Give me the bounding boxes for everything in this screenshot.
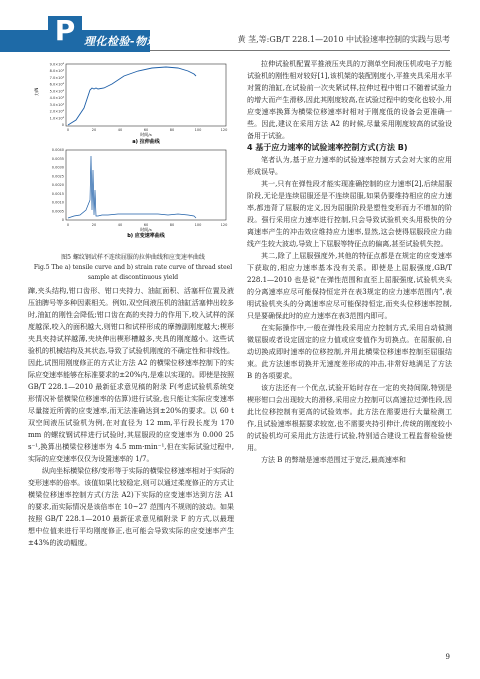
b-xtick-2: 40 bbox=[117, 223, 123, 227]
section-4-title: 4 基于应力速率的试验速率控制方式(方法 B) bbox=[247, 143, 408, 152]
a-ytick-1: 1.0×10⁴ bbox=[49, 116, 64, 121]
panel-a-ylabel: 力/N bbox=[34, 87, 39, 96]
figure-caption-en: Fig.5 The a) tensile curve and b) strain rate curve of thread steel sample at discontinuous yield bbox=[33, 264, 233, 281]
tensile-curve bbox=[68, 67, 196, 125]
b-xtick-3: 60 bbox=[143, 223, 149, 227]
b-ytick-4: 0.0020 bbox=[51, 183, 64, 187]
panel-b-label: b) 应变速率曲线 bbox=[127, 233, 165, 239]
panel-a-yticks bbox=[50, 62, 65, 127]
a-xtick-3: 60 bbox=[143, 128, 149, 132]
strain-rate-curve bbox=[68, 156, 196, 218]
panel-a-frame bbox=[66, 64, 226, 126]
a-ytick-8: 8.0×10⁴ bbox=[49, 69, 64, 73]
journal-logo-text: 理化检验-物理分册 bbox=[84, 35, 182, 48]
right-paragraph-1: 拉伸试验机配置平推液压夹具的万测单空间液压机或电子万能试验机的刚性相对较好[1],该机架的装配刚度小,平推夹具采用水平对置的油缸,在试验前一次夹紧试样,拉伸过程中钳口不随着试验力的增大而产生滑移,因此其刚度较高,在试验过程中的变化也较小,用应变速率换算为横梁位移速率时相对于刚度低的设备会更准确一些。因此,建议在采用方法 A2 的时候,尽量采用刚度较高的试验设备用于试验。 bbox=[247, 60, 452, 140]
b-xtick-1: 20 bbox=[91, 223, 97, 227]
right-paragraph-6: 该方法还有一个优点,试验开始时存在一定的夹持间隙,特别是楔形钳口会出现较大的滑移,采用应力控制可以高速拉过弹性段,因此比位移控制有更高的试验效率。此方法在需要进行大量检测工作,且试验速率根据要求较宽,也不需要夹持引伸计,传统的刚度较小的试验机均可采用此方法进行试验,特别适合建设工程监督检验使用。 bbox=[247, 384, 452, 452]
page-header bbox=[0, 0, 480, 58]
a-ytick-5: 5.0×10⁴ bbox=[49, 89, 64, 94]
b-xtick-6: 120 bbox=[220, 223, 228, 227]
b-ytick-1: 0.0005 bbox=[51, 209, 64, 214]
b-ytick-7: 0.0035 bbox=[51, 156, 64, 161]
figure-5-plots bbox=[28, 60, 238, 250]
right-paragraph-3: 其一,只有在弹性段才能实现准确控制的应力速率[2],后续屈服阶段,无论是连续屈服还是不连续屈服,如果仍要维持相应的应力速率,都违背了屈服的定义,因为屈服阶段是塑性变形而力不增加的阶段。强行采用应力速率进行控制,只会导致试验机夹头用极快的分离速率产生的冲击效应维持应力速率,显然,这会使得屈服段应力曲线产生较大波动,导致上下屈服等特征点的偏离,甚至试验机失控。 bbox=[247, 180, 452, 248]
b-ytick-8: 0.0040 bbox=[51, 148, 64, 152]
left-paragraph-2: 纵向坐标横梁位移/变形等于实际的横梁位移速率相对于实际的变形速率的倍率。该值如果比较稳定,则可以通过柔度修正的方式让横梁位移速率控制方式(方法 A2)下实际的应变速率达到方法 A1 的要求,而实际情况是该倍率在 10~27 范围内不规则的波动。如果按照 GB/T 228.1—2010 最新征求意见稿附录 F 的方式,以最理想中位值来进行平均刚度修正,也可能会导致实际的应变速率产生 ±43%的波动幅度。 bbox=[28, 467, 234, 547]
a-ytick-2: 2.0×10⁴ bbox=[49, 109, 64, 114]
b-ytick-6: 0.0030 bbox=[51, 165, 64, 170]
right-paragraph-7: 方法 B 的弊端是速率范围过于宽泛,最高速率和 bbox=[261, 456, 406, 464]
right-paragraph-5: 在实际操作中,一般在弹性段采用应力控制方式,采用自动偵测微屈服或者设定固定的应力值或应变值作为切换点。在屈服前,自动切换成即时速率的位移控制,并用此横梁位移速率控制至屈服结束。此方法速率切换并无速度差形成的冲击,非常好地满足了方法 B 的各项要求。 bbox=[247, 324, 452, 380]
right-paragraph-4: 其二,除了上屈服强度外,其他的特征点都是在规定的应变速率下获取的,相应力速率基本没有关系。即使是上屈服强度,GB/T 228.1—2010 也是说“在弹性范围和直至上屈服强度,试验机夹头的分离速率应尽可能保持恒定并在表3规定的应力速率范围内”,表明试验机夹头的分离速率应尽可能保持恒定,而夹头位移速率控制,只是要确保此时的应力速率在表3范围内即可。 bbox=[247, 252, 452, 320]
a-ytick-9: 9.0×10⁴ bbox=[49, 62, 64, 67]
a-xtick-1: 20 bbox=[91, 128, 97, 132]
a-ytick-4: 4.0×10⁴ bbox=[49, 96, 64, 100]
a-ytick-6: 6.0×10⁴ bbox=[49, 82, 64, 87]
b-ytick-0: 0 bbox=[61, 218, 64, 222]
a-ytick-0: 0 bbox=[61, 123, 64, 127]
b-xtick-5: 100 bbox=[194, 223, 202, 227]
page-number: 9 bbox=[445, 653, 450, 661]
a-ytick-7: 7.0×10⁴ bbox=[49, 75, 64, 80]
panel-b-yticks bbox=[52, 148, 64, 222]
b-xtick-0: 0 bbox=[66, 223, 70, 227]
figure-5 bbox=[28, 60, 238, 250]
right-column bbox=[247, 58, 452, 466]
a-xtick-6: 120 bbox=[220, 128, 228, 132]
a-xtick-5: 100 bbox=[194, 128, 202, 132]
figure-caption-cn: 图5 螺纹钢试样不连续屈服的拉伸曲线和应变速率曲线 bbox=[61, 254, 205, 261]
right-paragraph-2: 笔者认为,基于应力速率的试验速率控制方式会对大家的应用形成误导。 bbox=[247, 156, 452, 176]
panel-a-xlabel: 时间/s bbox=[140, 132, 152, 137]
panel-b-xlabel: 时间/s bbox=[140, 227, 152, 232]
panel-a-label: a) 拉伸曲线 bbox=[132, 139, 160, 145]
b-ytick-3: 0.0015 bbox=[51, 191, 64, 196]
a-xtick-4: 80 bbox=[169, 128, 175, 132]
a-xtick-2: 40 bbox=[117, 128, 123, 132]
header-rule bbox=[150, 50, 450, 51]
a-ytick-3: 3.0×10⁴ bbox=[49, 102, 64, 107]
left-paragraph-1: 蹿,夹头结构,钳口齿形、钳口夹持力、油缸面积、活塞杆位置及液压油脾号等多种因素相关。例如,双空间液压机的油缸活塞伸出较多时,油缸的刚性会降低;钳口齿在高的夹持力的作用下,咬入试样的深度越深,咬入的面积越大,则钳口和试样形成的摩擦副刚度越大;楔形夹具夹持试样越薄,夹块伸出楔形槽越多,夹具的刚度越小。这些试验机的机械结构及其状态,导致了试验机刚度的不确定性和非线性。因此,试图用刚度修正的方式让方法 A2 的横梁位移速率控制下的实际应变速率能够在标准要求的±20%内,是难以实现的。即使是按照 GB/T 228.1—2010 最新征求意见稿的附录 F(考虑试验机系统变形情况补偿横梁位移速率的估算)进行试验,也只能让实际应变速率尽量接近所需的应变速率,而无法准确达到±20%的要求。以 60 t 双空间液压试验机为例,在对直径为 12 mm,平行段长度为 170 mm 的螺纹钢试样进行试验时,其屈服段的应变速率为 0.000 25 s⁻¹,换算出横梁位移速率为 4.5 mm·min⁻¹,但在实际试验过程中,实际的应变速率仅仅为设置速率的 1/7。 bbox=[28, 287, 234, 463]
figure-caption bbox=[28, 253, 238, 283]
journal-logo-letter: P bbox=[48, 16, 82, 46]
b-ytick-5: 0.0025 bbox=[51, 174, 64, 179]
b-ytick-2: 0.0010 bbox=[51, 200, 64, 205]
b-xtick-4: 80 bbox=[169, 223, 175, 227]
a-xtick-0: 0 bbox=[66, 128, 70, 132]
left-column bbox=[28, 285, 234, 549]
running-title: 黄 茎,等:GB/T 228.1—2010 中试验速率控制的实践与思考 bbox=[237, 35, 450, 44]
